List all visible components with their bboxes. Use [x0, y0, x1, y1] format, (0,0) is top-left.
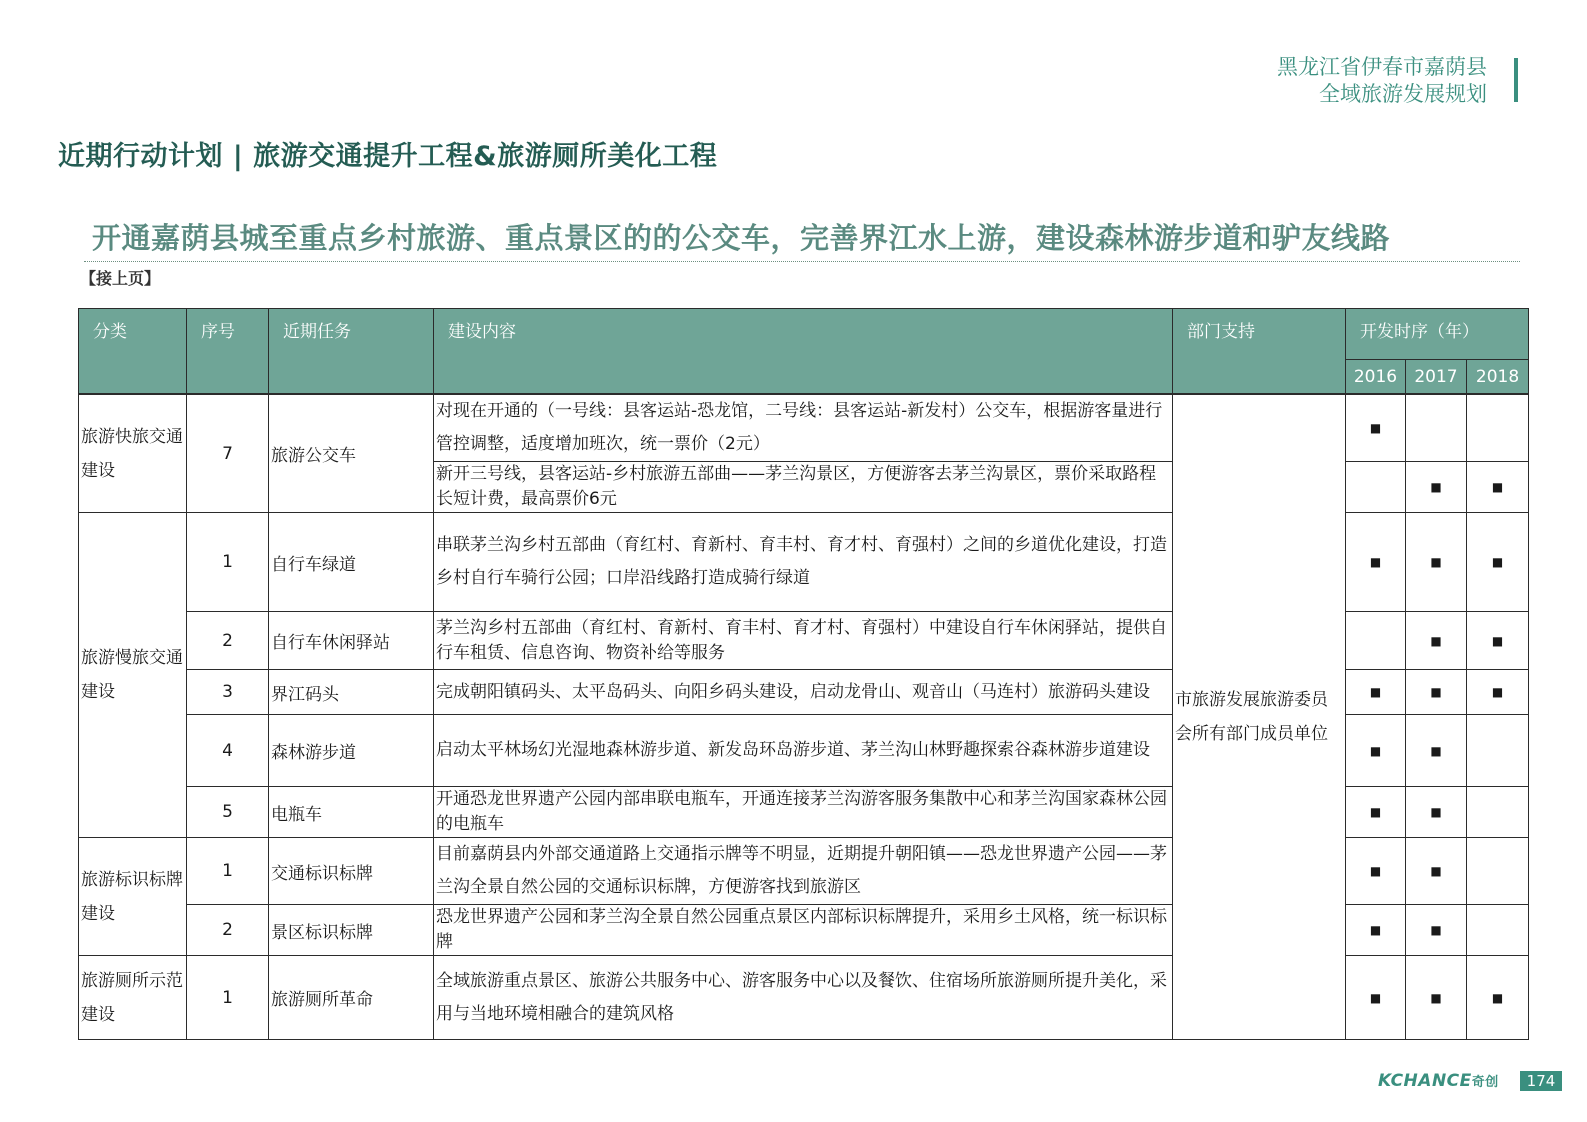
- header-line-2: 全域旅游发展规划: [1319, 82, 1487, 106]
- task-cell: 森林游步道: [269, 715, 434, 787]
- page-number: 174: [1520, 1071, 1562, 1091]
- header-dev-schedule: 开发时序（年）: [1346, 309, 1529, 360]
- mark-2018: [1467, 905, 1529, 956]
- mark-2016: ■: [1346, 838, 1406, 905]
- num-cell: 2: [187, 612, 269, 670]
- num-cell: 4: [187, 715, 269, 787]
- header-num: 序号: [187, 309, 269, 395]
- mark-2016: ■: [1346, 956, 1406, 1040]
- num-cell: 1: [187, 956, 269, 1040]
- content-cell: 目前嘉荫县内外部交通道路上交通指示牌等不明显，近期提升朝阳镇——恐龙世界遗产公园——茅兰沟全景自然公园的交通标识标牌，方便游客找到旅游区: [434, 838, 1173, 905]
- mark-2016: ■: [1346, 394, 1406, 462]
- category-cell: 旅游厕所示范建设: [79, 956, 187, 1040]
- header-divider: [1514, 58, 1518, 102]
- mark-2017: [1406, 394, 1467, 462]
- mark-2017: ■: [1406, 513, 1467, 612]
- content-cell: 启动太平林场幻光湿地森林游步道、新发岛环岛游步道、茅兰沟山林野趣探索谷森林游步道建设: [434, 715, 1173, 787]
- table-row: [79, 394, 1529, 462]
- content-cell: 茅兰沟乡村五部曲（育红村、育新村、育丰村、育才村、育强村）中建设自行车休闲驿站，提供自行车租赁、信息咨询、物资补给等服务: [434, 612, 1173, 670]
- content-cell: 完成朝阳镇码头、太平岛码头、向阳乡码头建设，启动龙骨山、观音山（马连村）旅游码头建设: [434, 670, 1173, 715]
- mark-2016: ■: [1346, 513, 1406, 612]
- mark-2017: ■: [1406, 787, 1467, 838]
- category-cell: 旅游标识标牌建设: [79, 838, 187, 956]
- header-task: 近期任务: [269, 309, 434, 395]
- header-content: 建设内容: [434, 309, 1173, 395]
- category-cell: 旅游慢旅交通建设: [79, 513, 187, 838]
- mark-2017: ■: [1406, 670, 1467, 715]
- subtitle-divider: [84, 261, 1520, 262]
- report-header: [1277, 54, 1487, 108]
- num-cell: 2: [187, 905, 269, 956]
- mark-2017: ■: [1406, 612, 1467, 670]
- mark-2016: [1346, 612, 1406, 670]
- task-cell: 旅游厕所革命: [269, 956, 434, 1040]
- brand-logo-cn: 奇创: [1471, 1075, 1499, 1090]
- mark-2016: ■: [1346, 787, 1406, 838]
- page-title: 近期行动计划 | 旅游交通提升工程&旅游厕所美化工程: [58, 141, 718, 172]
- num-cell: 1: [187, 513, 269, 612]
- mark-2016: ■: [1346, 715, 1406, 787]
- header-line-1: 黑龙江省伊春市嘉荫县: [1277, 55, 1487, 79]
- action-plan-table: [78, 308, 1529, 1040]
- dept-cell: 市旅游发展旅游委员会所有部门成员单位: [1173, 394, 1346, 1040]
- mark-2017: ■: [1406, 715, 1467, 787]
- header-year-2018: 2018: [1467, 360, 1529, 394]
- mark-2018: ■: [1467, 956, 1529, 1040]
- task-cell: 旅游公交车: [269, 394, 434, 513]
- mark-2016: [1346, 462, 1406, 513]
- header-year-2017: 2017: [1406, 360, 1467, 394]
- content-cell: 对现在开通的（一号线：县客运站-恐龙馆，二号线：县客运站-新发村）公交车，根据游客量进行管控调整，适度增加班次，统一票价（2元）: [434, 394, 1173, 462]
- mark-2018: [1467, 787, 1529, 838]
- brand-logo-text: KCHANCE: [1378, 1071, 1472, 1091]
- task-cell: 电瓶车: [269, 787, 434, 838]
- header-dept: 部门支持: [1173, 309, 1346, 395]
- num-cell: 7: [187, 394, 269, 513]
- content-cell: 全域旅游重点景区、旅游公共服务中心、游客服务中心以及餐饮、住宿场所旅游厕所提升美化，采用与当地环境相融合的建筑风格: [434, 956, 1173, 1040]
- mark-2018: ■: [1467, 513, 1529, 612]
- mark-2017: ■: [1406, 956, 1467, 1040]
- continuation-note: 【接上页】: [80, 269, 161, 288]
- task-cell: 自行车绿道: [269, 513, 434, 612]
- mark-2018: ■: [1467, 612, 1529, 670]
- content-cell: 恐龙世界遗产公园和茅兰沟全景自然公园重点景区内部标识标牌提升，采用乡土风格，统一标识标牌: [434, 905, 1173, 956]
- mark-2018: [1467, 838, 1529, 905]
- mark-2018: ■: [1467, 670, 1529, 715]
- header-category: 分类: [79, 309, 187, 395]
- mark-2017: ■: [1406, 905, 1467, 956]
- task-cell: 自行车休闲驿站: [269, 612, 434, 670]
- mark-2016: ■: [1346, 905, 1406, 956]
- mark-2018: [1467, 715, 1529, 787]
- table-header-row: [79, 309, 1529, 360]
- task-cell: 交通标识标牌: [269, 838, 434, 905]
- mark-2018: [1467, 394, 1529, 462]
- content-cell: 新开三号线，县客运站-乡村旅游五部曲——茅兰沟景区，方便游客去茅兰沟景区，票价采取路程长短计费，最高票价6元: [434, 462, 1173, 513]
- num-cell: 1: [187, 838, 269, 905]
- category-cell: 旅游快旅交通建设: [79, 394, 187, 513]
- mark-2016: ■: [1346, 670, 1406, 715]
- num-cell: 3: [187, 670, 269, 715]
- brand-logo: [1378, 1071, 1499, 1091]
- subtitle: 开通嘉荫县城至重点乡村旅游、重点景区的的公交车，完善界江水上游，建设森林游步道和驴友线路: [92, 221, 1391, 255]
- mark-2017: ■: [1406, 462, 1467, 513]
- num-cell: 5: [187, 787, 269, 838]
- mark-2018: ■: [1467, 462, 1529, 513]
- content-cell: 开通恐龙世界遗产公园内部串联电瓶车，开通连接茅兰沟游客服务集散中心和茅兰沟国家森林公园的电瓶车: [434, 787, 1173, 838]
- task-cell: 界江码头: [269, 670, 434, 715]
- header-year-2016: 2016: [1346, 360, 1406, 394]
- content-cell: 串联茅兰沟乡村五部曲（育红村、育新村、育丰村、育才村、育强村）之间的乡道优化建设，打造乡村自行车骑行公园；口岸沿线路打造成骑行绿道: [434, 513, 1173, 612]
- task-cell: 景区标识标牌: [269, 905, 434, 956]
- mark-2017: ■: [1406, 838, 1467, 905]
